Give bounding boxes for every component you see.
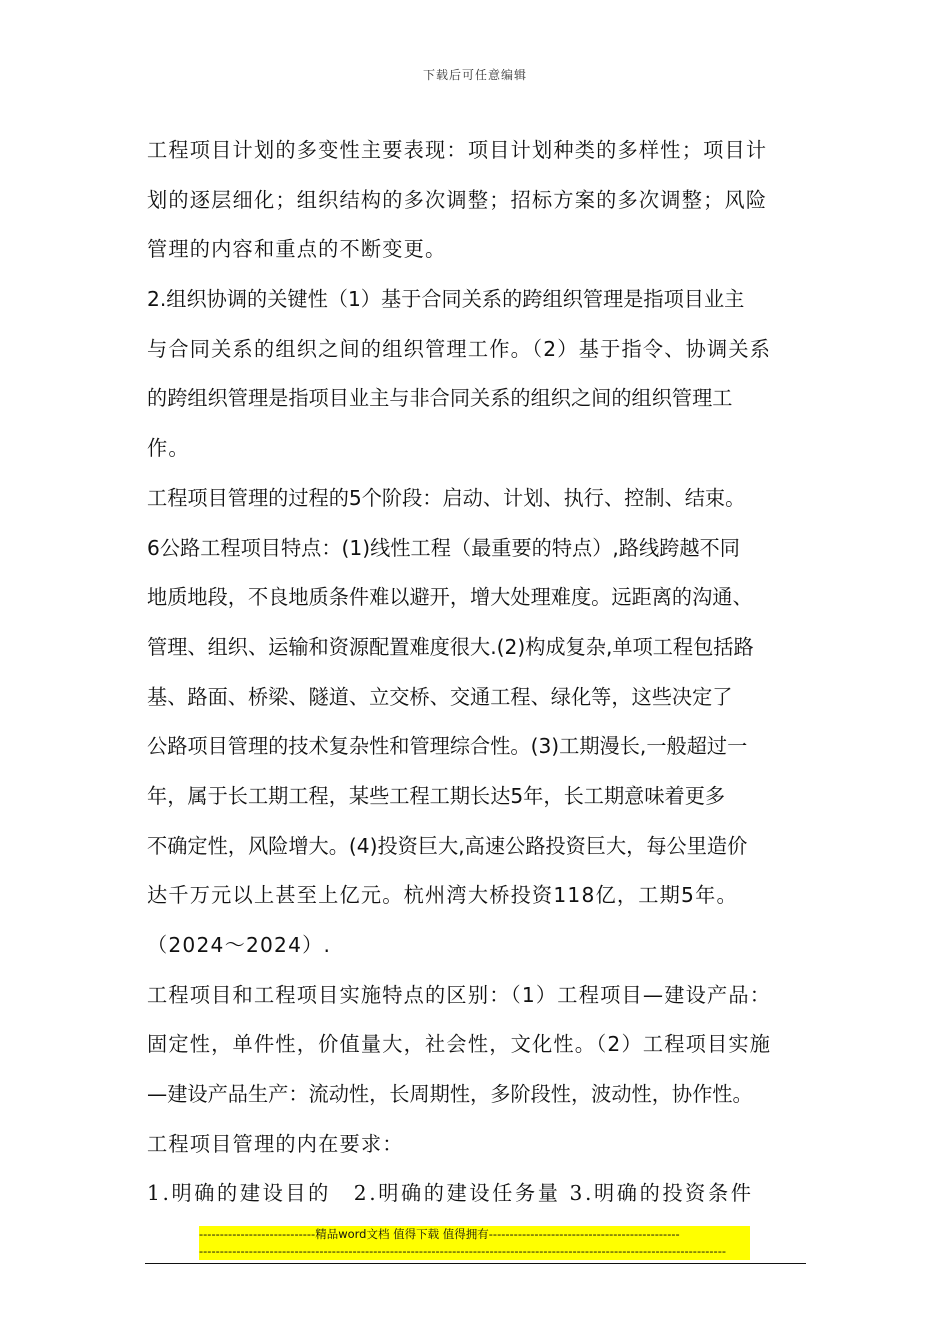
body-line: 2.组织协调的关键性（1）基于合同关系的跨组织管理是指项目业主 — [147, 287, 745, 312]
body-line: 与合同关系的组织之间的组织管理工作。（2）基于指令、协调关系 — [147, 336, 772, 361]
body-line: 管理的内容和重点的不断变更。 — [147, 237, 447, 262]
body-line: 公路项目管理的技术复杂性和管理综合性。(3)工期漫长,一般超过一 — [147, 734, 748, 759]
body-line: 不确定性，风险增大。(4)投资巨大,高速公路投资巨大，每公里造价 — [147, 833, 748, 858]
body-line: 工程项目管理的过程的5个阶段：启动、计划、执行、控制、结束。 — [147, 485, 746, 510]
body-line: 基、路面、桥梁、隧道、立交桥、交通工程、绿化等，这些决定了 — [147, 684, 733, 709]
document-body — [147, 128, 805, 1221]
body-line: 地质地段，不良地质条件难以避开，增大处理难度。远距离的沟通、 — [147, 585, 753, 610]
body-line: 的跨组织管理是指项目业主与非合同关系的组织之间的组织管理工 — [147, 386, 733, 411]
footer-divider — [145, 1263, 806, 1264]
body-line: 划的逐层细化；组织结构的多次调整；招标方案的多次调整；风险 — [147, 187, 768, 212]
body-line: 工程项目管理的内在要求： — [147, 1131, 404, 1156]
body-line: 管理、组织、运输和资源配置难度很大.(2)构成复杂,单项工程包括路 — [147, 634, 754, 659]
body-line: 1.明确的建设目的 2.明确的建设任务量 3.明确的投资条件 — [147, 1181, 754, 1206]
body-line: —建设产品生产：流动性，长周期性，多阶段性，波动性，协作性。 — [147, 1082, 753, 1107]
body-line: 年，属于长工期工程，某些工程工期长达5年，长工期意味着更多 — [147, 783, 726, 808]
body-line: 6公路工程项目特点：(1)线性工程（最重要的特点）,路线跨越不同 — [147, 535, 740, 560]
footer-banner-line: ------------------------------------------------------------------------------------------------------------------------------- — [199, 1244, 727, 1258]
body-line: 作。 — [147, 436, 190, 461]
body-line: 达千万元以上甚至上亿元。杭州湾大桥投资118亿，工期5年。 — [147, 883, 738, 908]
page-header: 下载后可任意编辑 — [422, 68, 527, 82]
footer-banner — [199, 1226, 750, 1260]
body-line: 工程项目和工程项目实施特点的区别：（1）工程项目—建设产品： — [147, 982, 772, 1007]
body-line: 固定性，单件性，价值量大，社会性，文化性。（2）工程项目实施 — [147, 1032, 772, 1057]
body-line: （2024～2024）. — [147, 933, 332, 957]
footer-banner-line: ----------------------------精品word文档 值得下载 值得拥有---------------------------------------------- — [199, 1227, 680, 1241]
body-line: 工程项目计划的多变性主要表现：项目计划种类的多样性；项目计 — [147, 138, 768, 162]
